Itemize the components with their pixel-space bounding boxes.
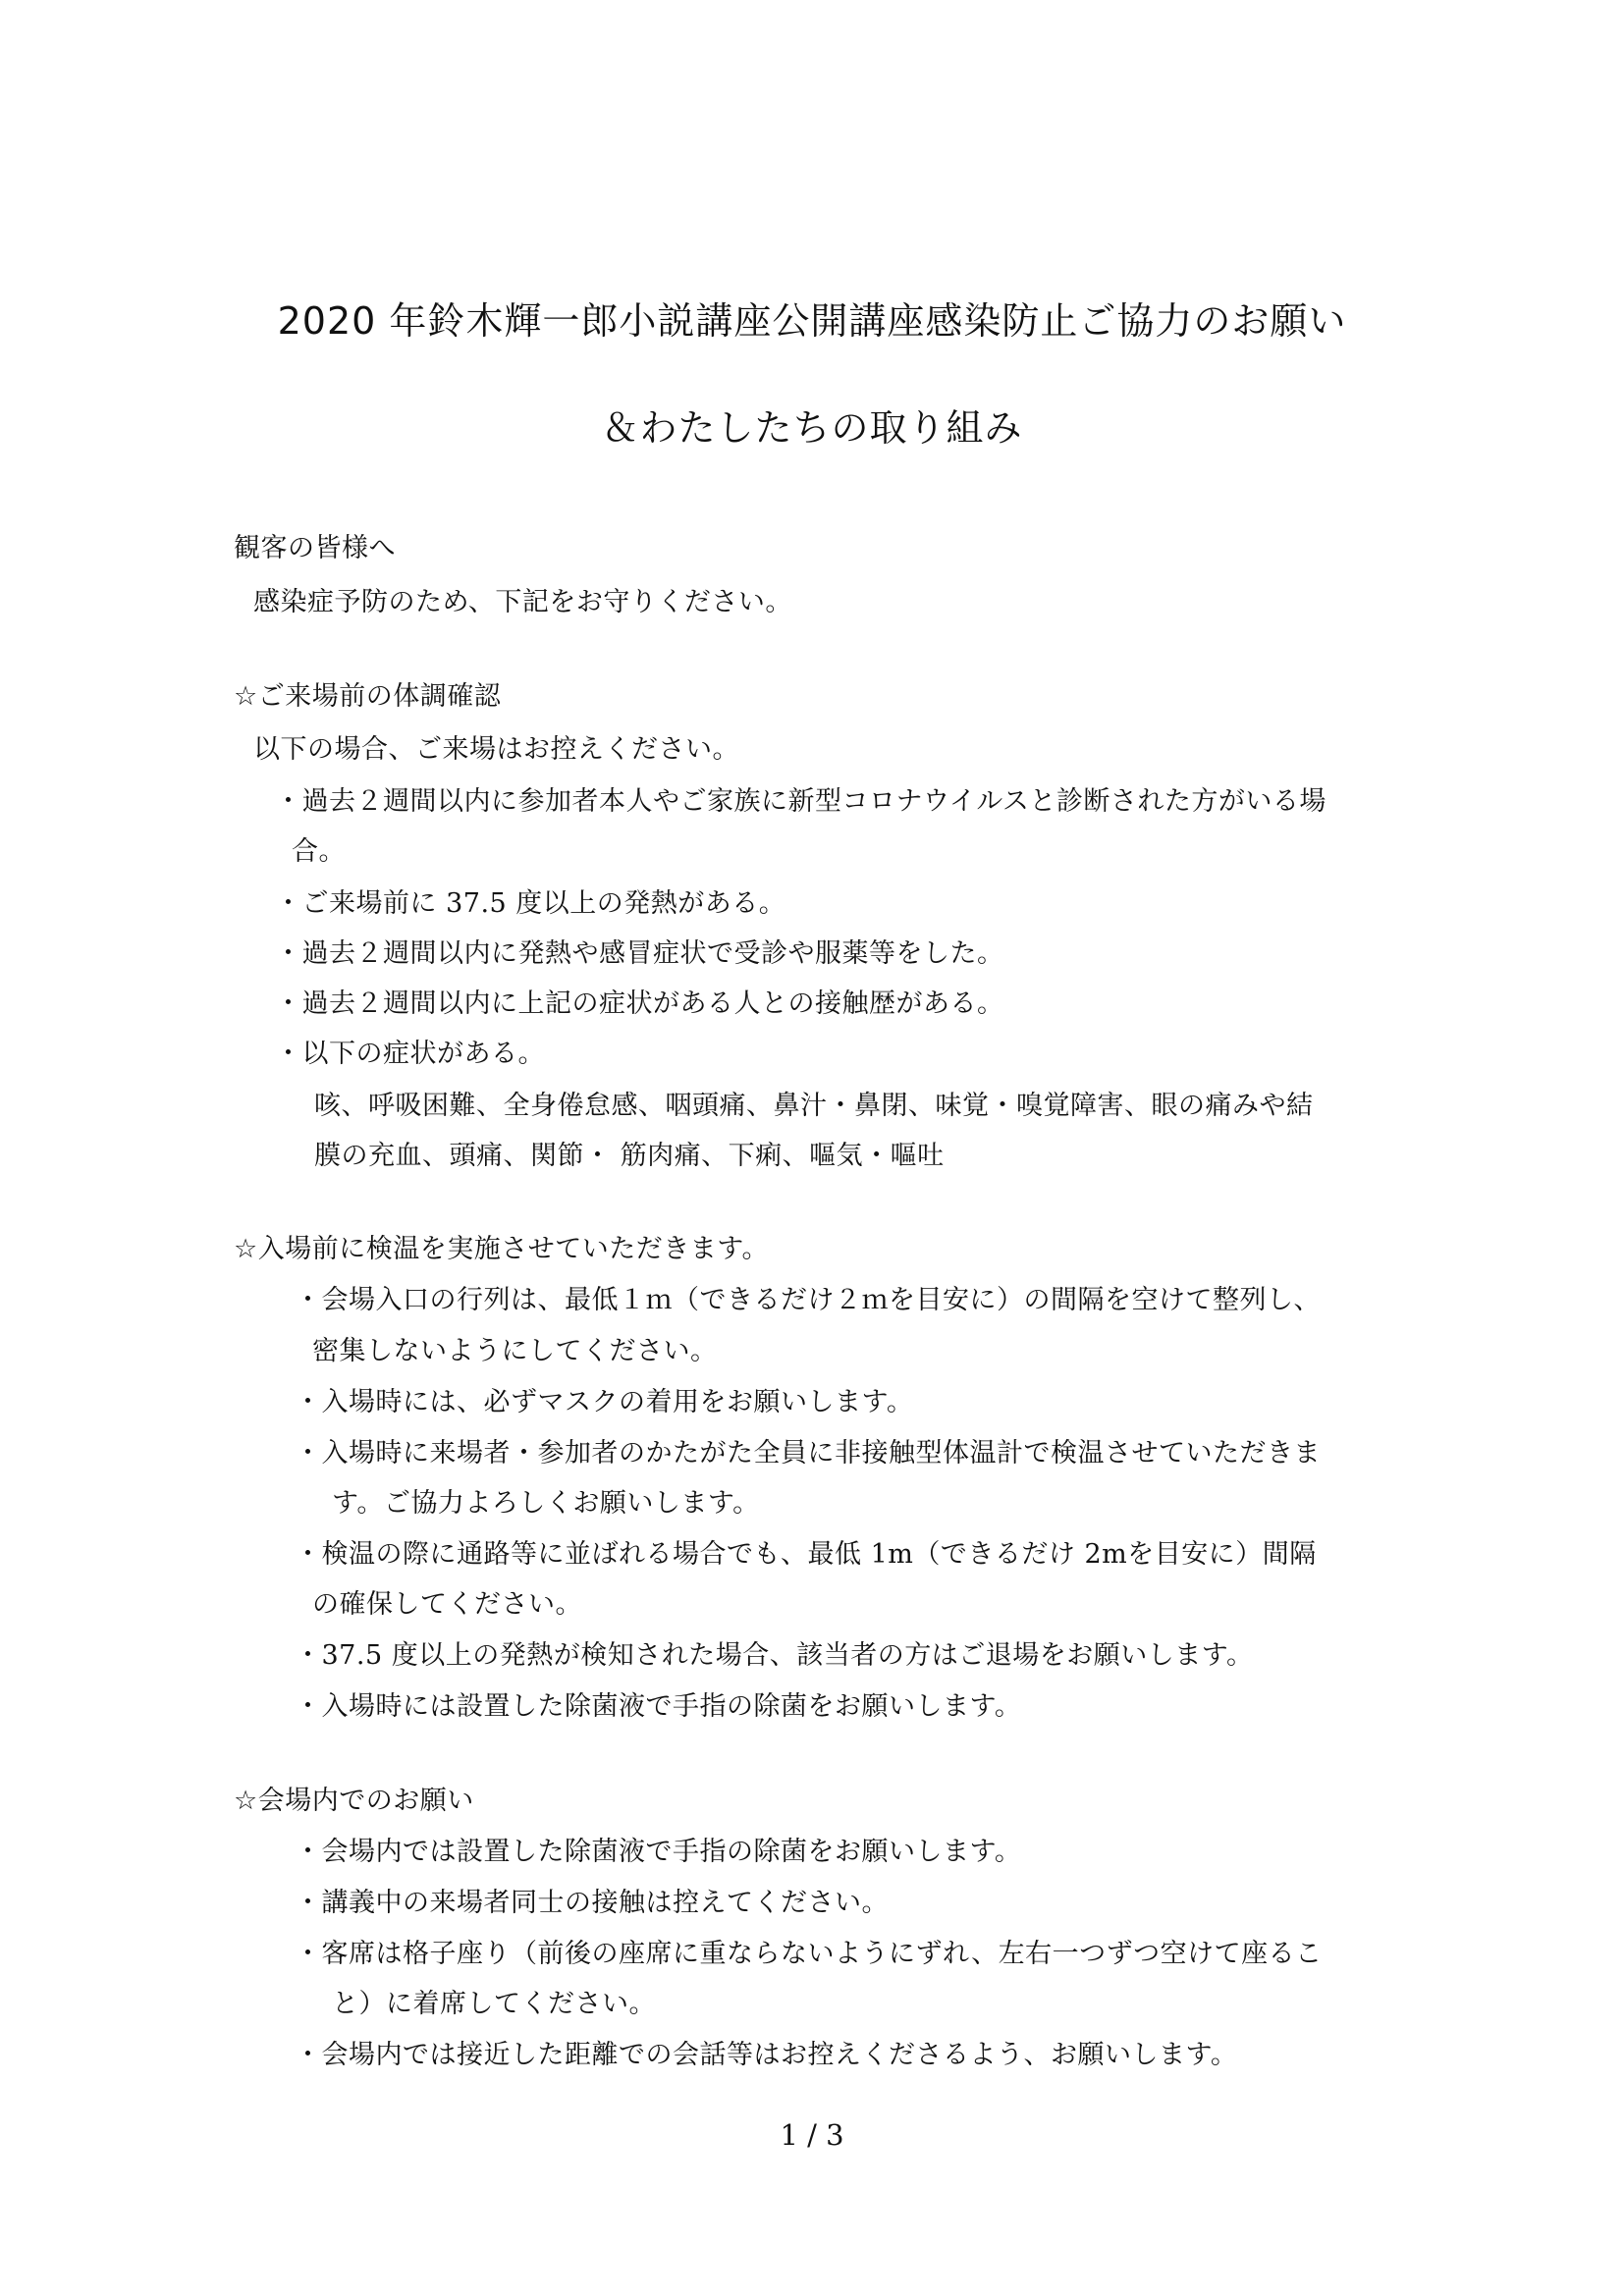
section-heading-health-check: ☆ご来場前の体調確認: [234, 681, 502, 712]
list-item: ・37.5 度以上の発熱が検知された場合、該当者の方はご退場をお願いします。: [295, 1640, 1254, 1671]
document-subtitle: ＆わたしたちの取り組み: [601, 406, 1023, 450]
list-item-continuation: 密集しないようにしてください。: [312, 1336, 718, 1366]
intro-text: 感染症予防のため、下記をお守りください。: [253, 587, 792, 617]
list-item: ・講義中の来場者同士の接触は控えてください。: [295, 1888, 889, 1918]
list-item: ・以下の症状がある。: [275, 1039, 545, 1069]
greeting: 観客の皆様へ: [234, 533, 396, 563]
document-title: 2020 年鈴木輝一郎小説講座公開講座感染防止ご協力のお願い: [277, 299, 1347, 343]
list-item: ・入場時には、必ずマスクの着用をお願いします。: [295, 1387, 914, 1417]
list-item: ・過去２週間以内に上記の症状がある人との接触歴がある。: [275, 988, 1004, 1019]
list-item: ・過去２週間以内に発熱や感冒症状で受診や服薬等をした。: [275, 938, 1004, 969]
list-item-continuation: 合。: [292, 836, 346, 867]
list-item-continuation: と）に着席してください。: [332, 1989, 656, 2019]
section-heading-temperature-check: ☆入場前に検温を実施させていただきます。: [234, 1234, 770, 1264]
list-item: ・入場時に来場者・参加者のかたがた全員に非接触型体温計で検温させていただきま: [295, 1438, 1321, 1468]
list-item-continuation: の確保してください。: [312, 1589, 582, 1620]
list-item: ・入場時には設置した除菌液で手指の除菌をお願いします。: [295, 1691, 1022, 1722]
list-item: ・会場内では接近した距離での会話等はお控えくださるよう、お願いします。: [295, 2040, 1238, 2070]
symptom-list-continuation: 膜の充血、頭痛、関節・ 筋肉痛、下痢、嘔気・嘔吐: [314, 1141, 945, 1171]
list-item: ・過去２週間以内に参加者本人やご家族に新型コロナウイルスと診断された方がいる場: [275, 786, 1326, 817]
section-lead: 以下の場合、ご来場はお控えください。: [253, 734, 739, 765]
list-item: ・客席は格子座り（前後の座席に重ならないようにずれ、左右一つずつ空けて座るこ: [295, 1939, 1323, 1969]
section-heading-venue-requests: ☆会場内でのお願い: [234, 1786, 474, 1816]
page-number: 1 / 3: [780, 2118, 844, 2152]
list-item: ・会場入口の行列は、最低１ｍ（できるだけ２ｍを目安に）の間隔を空けて整列し、: [295, 1285, 1321, 1315]
list-item: ・検温の際に通路等に並ばれる場合でも、最低 1m（できるだけ 2mを目安に）間隔: [295, 1539, 1317, 1570]
list-item-continuation: す。ご協力よろしくお願いします。: [332, 1488, 760, 1519]
symptom-list: 咳、呼吸困難、全身倦怠感、咽頭痛、鼻汁・鼻閉、味覚・嗅覚障害、眼の痛みや結: [314, 1091, 1314, 1121]
list-item: ・会場内では設置した除菌液で手指の除菌をお願いします。: [295, 1837, 1022, 1867]
list-item: ・ご来場前に 37.5 度以上の発熱がある。: [275, 888, 786, 919]
